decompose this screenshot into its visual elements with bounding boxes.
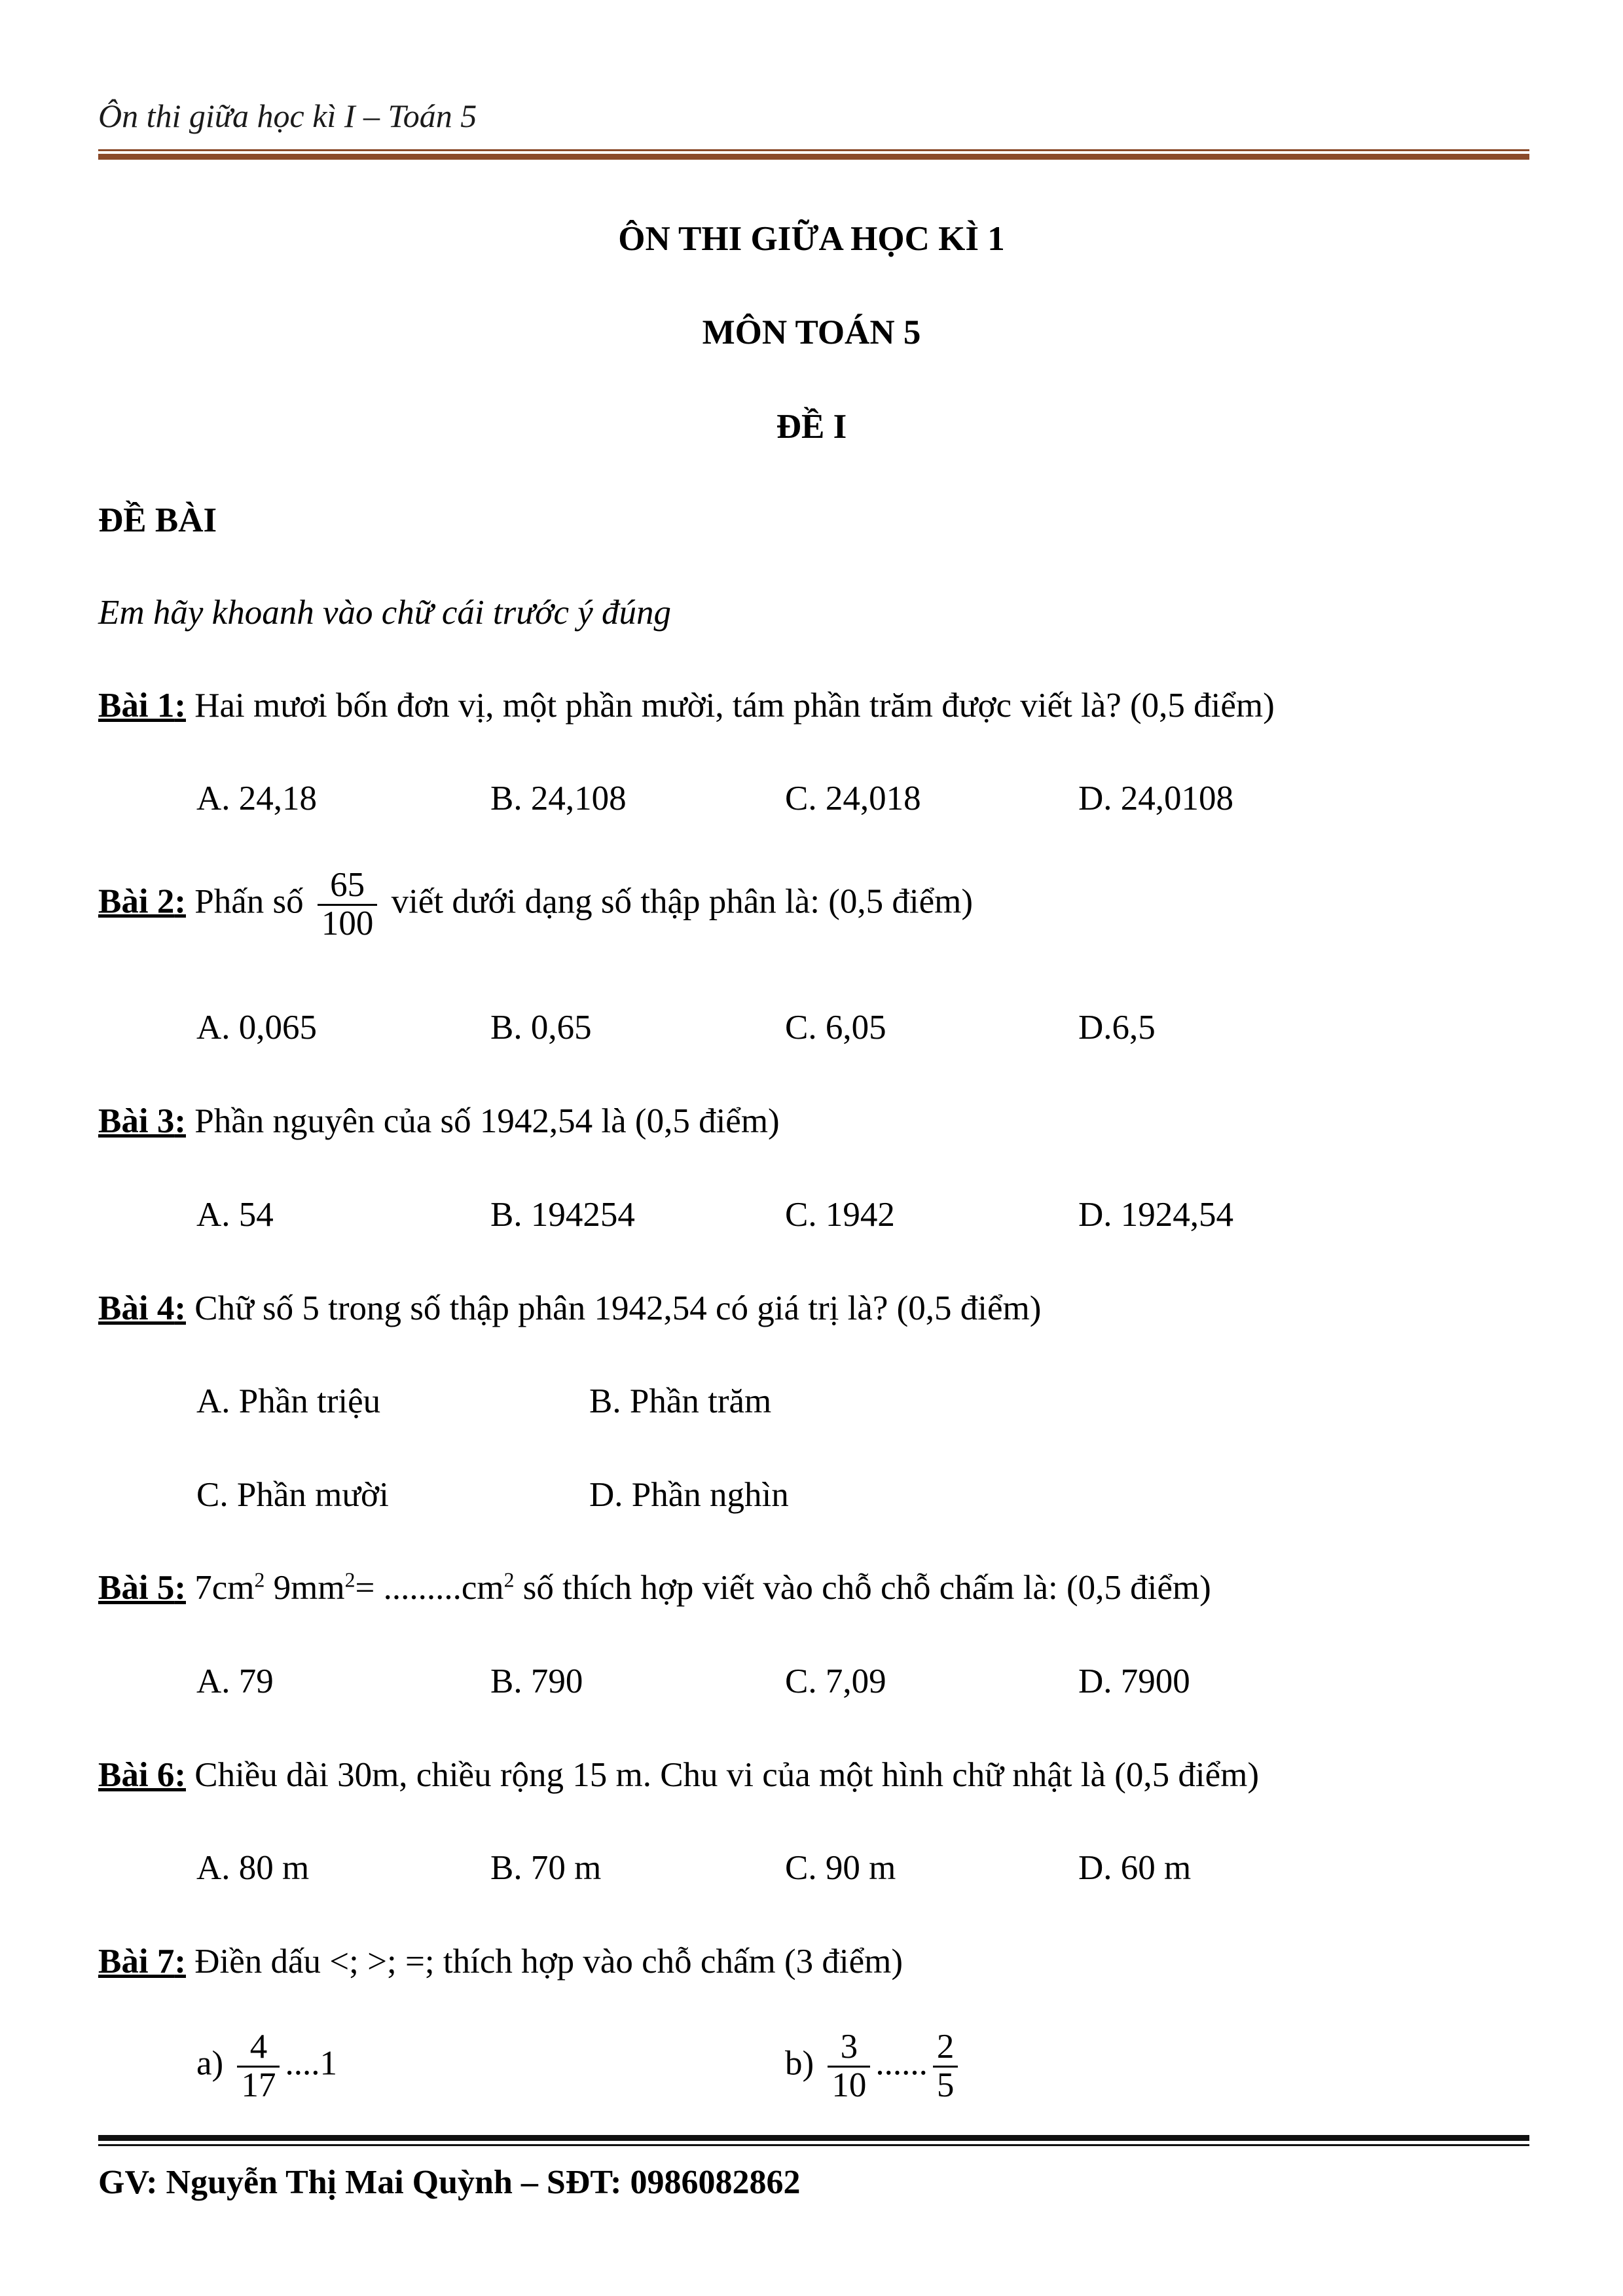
header-rule-thick — [98, 154, 1529, 160]
blank-dots: ....1 — [285, 2044, 337, 2083]
question-6 — [98, 1755, 1259, 1795]
question-5: Bài 5: $7cm^2$ $9mm^2= .........cm^2$ số thích hợp viết vào chỗ chỗ chấm là: (0,5 điểm) — [98, 1568, 1211, 1607]
fraction — [318, 867, 378, 942]
question-label: Bài 1 — [98, 687, 175, 725]
footer-teacher-info: GV: Nguyễn Thị Mai Quỳnh – SĐT: 0986082862 — [98, 2164, 801, 2201]
option[interactable]: C. Phần mười — [196, 1476, 389, 1514]
question-text: Chiều dài 30m, chiều rộng 15 m. Chu vi của một hình chữ nhật là (0,5 điểm) — [194, 1756, 1260, 1794]
question-text: Phấn số — [194, 882, 304, 921]
question-text: $7cm^2$ $9mm^2= .........cm^2$ số thích hợp viết vào chỗ chỗ chấm là: (0,5 điểm) — [194, 1568, 1211, 1607]
question-4: Bài 4: Chữ số 5 trong số thập phân 1942,54 có giá trị là? (0,5 điểm) — [98, 1289, 1042, 1327]
fraction — [933, 2029, 958, 2104]
fraction-numerator: 2 — [936, 2028, 955, 2066]
option[interactable]: D. 7900 — [1078, 1662, 1190, 1700]
fraction — [237, 2029, 280, 2104]
question-text: Phần nguyên của số 1942,54 là (0,5 điểm) — [194, 1102, 780, 1140]
section-heading: ĐỀ BÀI — [98, 501, 217, 539]
question-label: Bài 4 — [98, 1289, 175, 1327]
question-1: Bài 1: Hai mươi bốn đơn vị, một phần mười, tám phần trăm được viết là? (0,5 điểm) — [98, 687, 1275, 725]
question-label: Bài 3 — [98, 1102, 175, 1140]
fraction — [828, 2029, 870, 2104]
option[interactable]: D.6,5 — [1078, 1009, 1156, 1047]
question-text: Điền dấu <; >; =; thích hợp vào chỗ chấm (3 điểm) — [194, 1943, 903, 1981]
fraction-denominator: 5 — [933, 2066, 958, 2104]
fraction-denominator: 100 — [318, 904, 378, 942]
option[interactable]: B. 790 — [490, 1662, 583, 1700]
option[interactable]: B. 194254 — [490, 1196, 635, 1234]
option[interactable]: A. Phần triệu — [196, 1382, 381, 1420]
option[interactable]: D. 60 m — [1078, 1849, 1192, 1887]
option[interactable]: C. 6,05 — [785, 1009, 886, 1047]
option[interactable]: A. 80 m — [196, 1849, 310, 1887]
fraction-numerator: 4 — [249, 2028, 268, 2066]
option[interactable]: B. Phần trăm — [589, 1382, 772, 1420]
option[interactable]: D. 24,0108 — [1078, 780, 1234, 817]
footer-rule-thin — [98, 2144, 1529, 2146]
option[interactable]: C. 7,09 — [785, 1662, 886, 1700]
header-rule-thin — [98, 149, 1529, 151]
option[interactable]: B. 0,65 — [490, 1009, 592, 1047]
footer-rule-thick — [98, 2135, 1529, 2141]
option[interactable]: C. 1942 — [785, 1196, 895, 1234]
option[interactable]: C. 24,018 — [785, 780, 921, 817]
instruction: Em hãy khoanh vào chữ cái trước ý đúng — [98, 594, 671, 632]
option[interactable]: C. 90 m — [785, 1849, 896, 1887]
option[interactable]: A. 79 — [196, 1662, 274, 1700]
option[interactable]: A. 54 — [196, 1196, 274, 1234]
subject-title: MÔN TOÁN 5 — [702, 314, 921, 351]
question-text: Chữ số 5 trong số thập phân 1942,54 có giá trị là? (0,5 điểm) — [194, 1289, 1042, 1327]
question-label: Bài 6: — [98, 1756, 186, 1794]
item-label: a) — [196, 2044, 224, 2083]
question-text: viết dưới dạng số thập phân là: (0,5 điểm) — [391, 882, 973, 921]
question-text: Hai mươi bốn đơn vị, một phần mười, tám phần trăm được viết là? (0,5 điểm) — [194, 687, 1275, 725]
fraction-denominator: 10 — [828, 2066, 870, 2104]
option[interactable]: A. 0,065 — [196, 1009, 318, 1047]
running-header: Ôn thi giữa học kì I – Toán 5 — [98, 98, 477, 134]
item-label: b) — [785, 2044, 814, 2083]
fraction-numerator: 3 — [840, 2028, 858, 2066]
blank-dots: ...... — [875, 2044, 928, 2083]
exam-title: ÔN THI GIỮA HỌC KÌ 1 — [618, 220, 1005, 258]
question-3: Bài 3: Phần nguyên của số 1942,54 là (0,5 điểm) — [98, 1102, 780, 1140]
question-7: Bài 7: Điền dấu <; >; =; thích hợp vào chỗ chấm (3 điểm) — [98, 1943, 903, 1981]
option[interactable]: D. 1924,54 — [1078, 1196, 1234, 1234]
option[interactable]: A. 24,18 — [196, 780, 318, 817]
question-label: Bài 2 — [98, 882, 175, 921]
comparison-a[interactable] — [196, 2029, 337, 2104]
option[interactable]: D. Phần nghìn — [589, 1476, 789, 1514]
question-2: Bài 2: Phấn số $\frac{65}{100}$ viết dưới dạng số thập phân là: (0,5 điểm) — [98, 866, 973, 942]
question-label: Bài 5 — [98, 1569, 175, 1607]
question-label: Bài 7 — [98, 1943, 175, 1981]
exam-number: ĐỀ I — [776, 408, 847, 446]
option[interactable]: B. 70 m — [490, 1849, 602, 1887]
fraction-denominator: 17 — [237, 2066, 280, 2104]
comparison-b[interactable] — [785, 2029, 963, 2104]
option[interactable]: B. 24,108 — [490, 780, 627, 817]
fraction-numerator: 65 — [330, 866, 365, 904]
